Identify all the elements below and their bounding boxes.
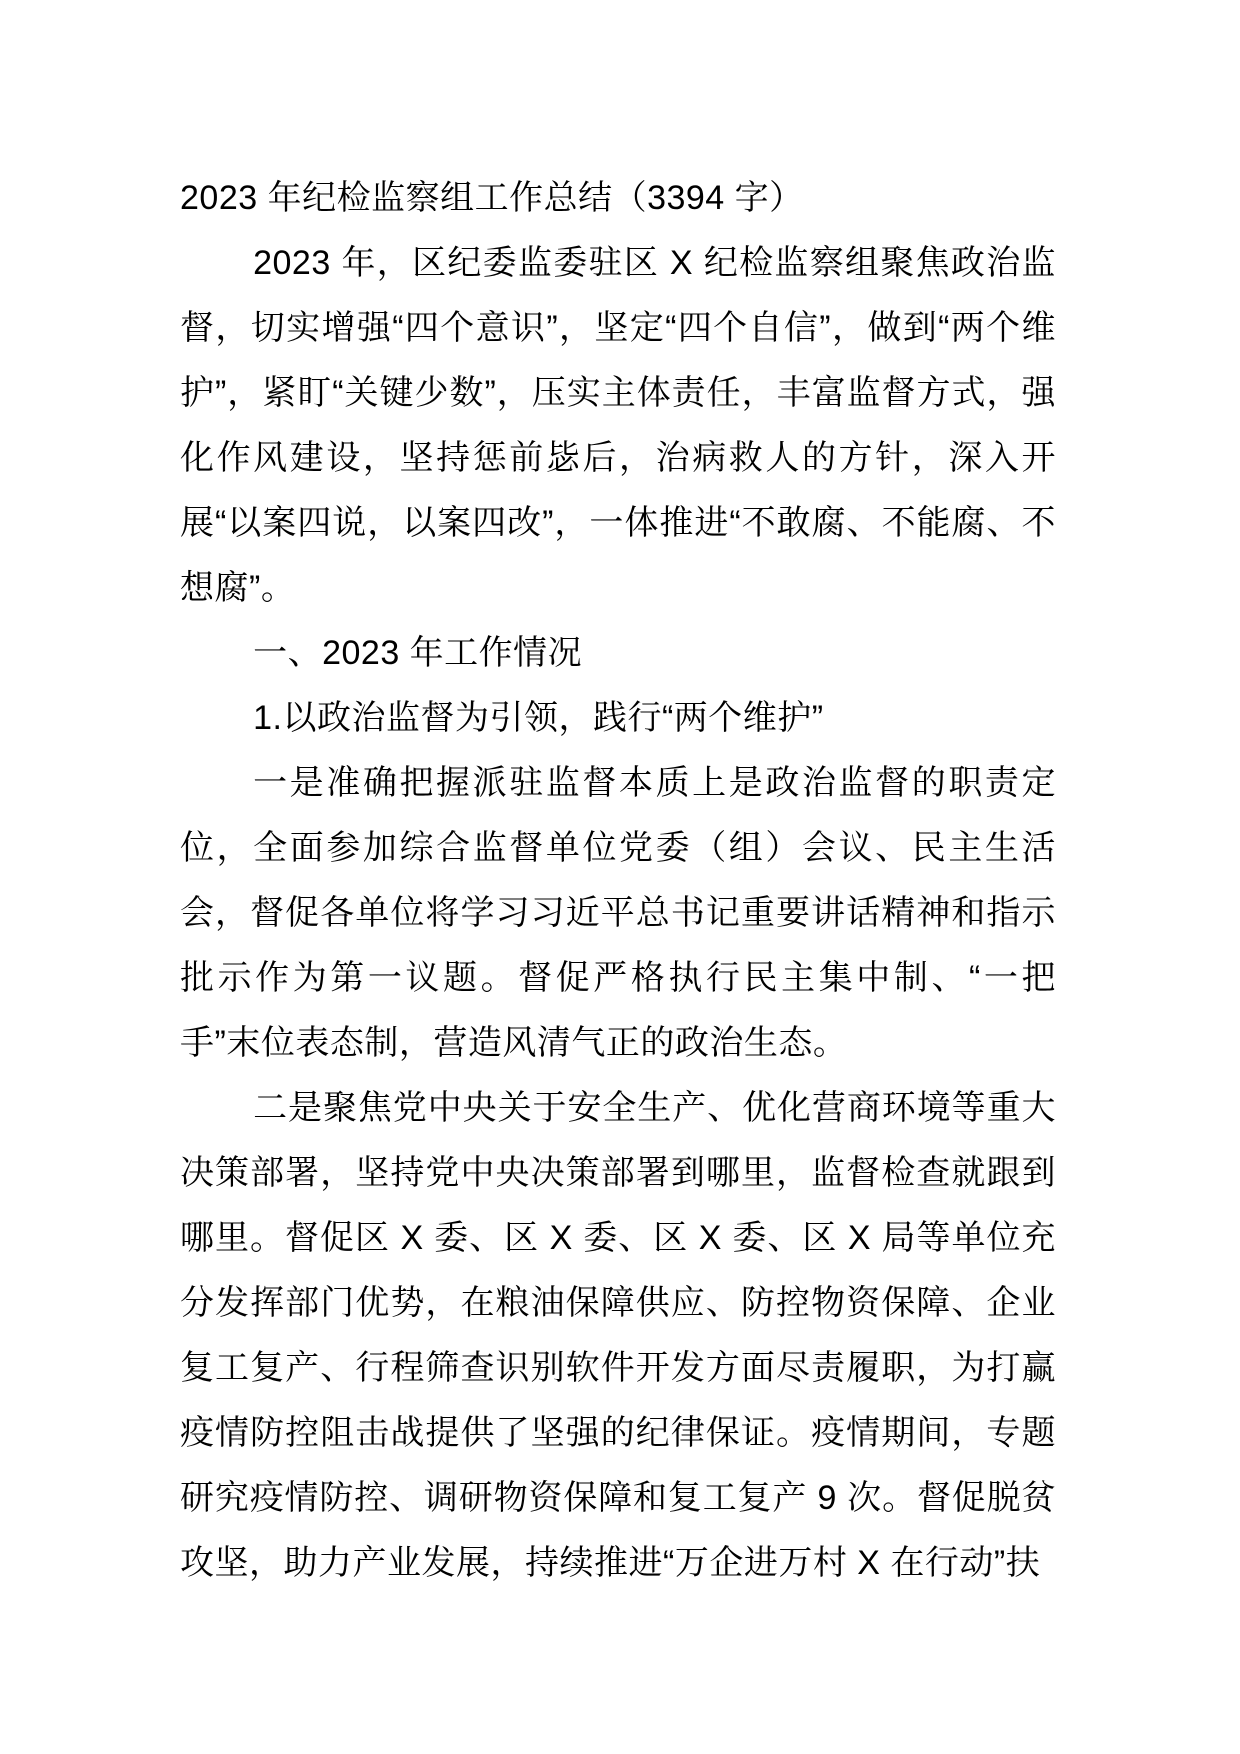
document-title: 2023 年纪检监察组工作总结（3394 字） bbox=[180, 179, 804, 217]
paragraph-intro: 2023 年，区纪委监委驻区 X 纪检监察组聚焦政治监督，切实增强“四个意识”，坚定“四个自信”，做到“两个维护”，紧盯“关键少数”，压实主体责任，丰富监督方式，强化作风建设，坚持惩前毖后，治病救人的方针，深入开展“以案四说，以案四改”，一体推进“不敢腐、不能腐、不想腐”。 bbox=[180, 244, 1056, 607]
paragraph-point-two: 二是聚焦党中央关于安全生产、优化营商环境等重大决策部署，坚持党中央决策部署到哪里，监督检查就跟到哪里。督促区 X 委、区 X 委、区 X 委、区 X 局等单位充分发挥部门优势，在粮油保障供应、防控物资保障、企业复工复产、行程筛查识别软件开发方面尽责履职，为打赢疫情防控阻击战提供了坚强的纪律保证。疫情期间，专题研究疫情防控、调研物资保障和复工复产 9 次。督促脱贫攻坚，助力产业发展，持续推进“万企进万村 X 在行动”扶 bbox=[180, 1089, 1056, 1582]
paragraph-point-one: 一是准确把握派驻监督本质上是政治监督的职责定位，全面参加综合监督单位党委（组）会议、民主生活会，督促各单位将学习习近平总书记重要讲话精神和指示批示作为第一议题。督促严格执行民主集中制、“一把手”末位表态制，营造风清气正的政治生态。 bbox=[180, 764, 1056, 1062]
section-heading-2023-work: 一、2023 年工作情况 bbox=[253, 634, 583, 672]
document-content bbox=[180, 166, 1056, 1596]
subsection-heading-political-supervision: 1.以政治监督为引领，践行“两个维护” bbox=[253, 699, 824, 737]
